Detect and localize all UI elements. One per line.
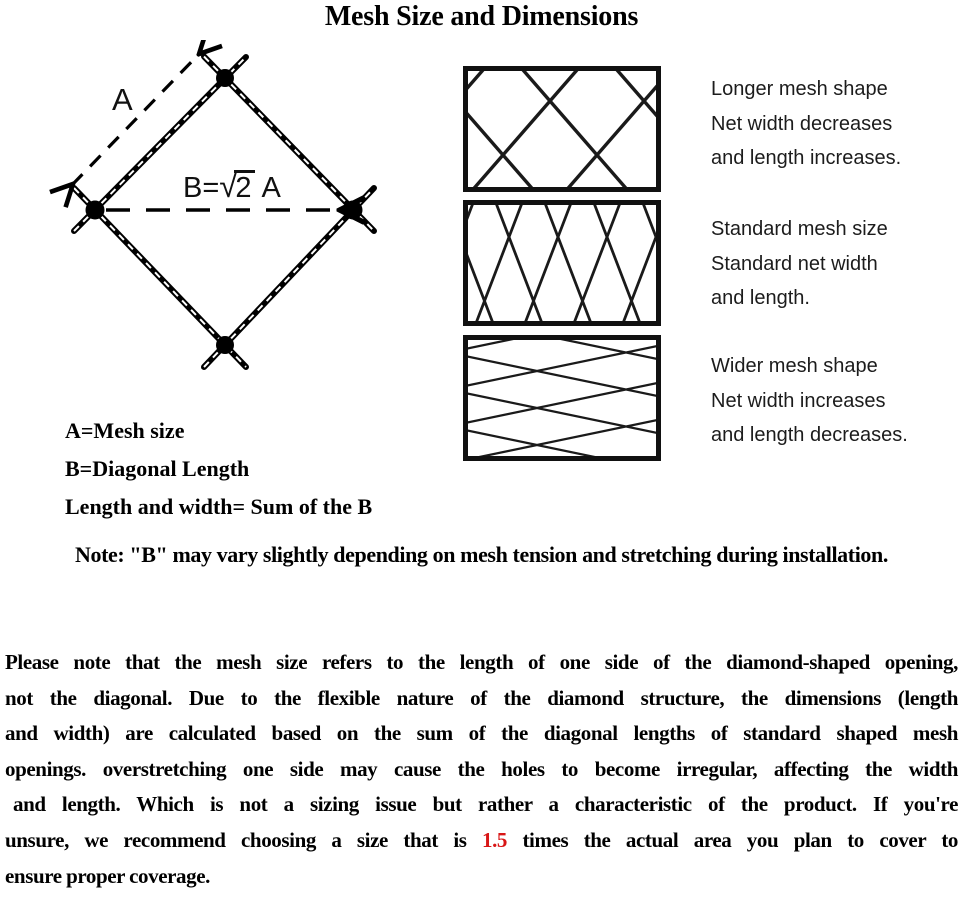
diagram-legend bbox=[65, 412, 372, 526]
longer-mesh-sample-image bbox=[463, 66, 661, 192]
page-title: Mesh Size and Dimensions bbox=[324, 1, 639, 32]
highlight-value: 1.5 bbox=[481, 827, 508, 852]
diamond-net-drawing bbox=[40, 40, 400, 390]
paragraph-line-5: and length. Which is not a sizing issue but rather a characteristic of the product. If you're bbox=[13, 792, 958, 817]
line6-before: unsure, we recommend choosing a size that is bbox=[5, 827, 482, 852]
paragraph-line-3: and width) are calculated based on the sum of the diagonal lengths of standard shaped mesh bbox=[5, 721, 958, 746]
legend-line-a: A=Mesh size bbox=[65, 418, 185, 443]
standard-mesh-pattern bbox=[468, 205, 656, 321]
formula-radicand: 2 bbox=[234, 170, 254, 203]
caption-line: Standard mesh size bbox=[711, 218, 888, 240]
longer-mesh-pattern bbox=[468, 71, 656, 187]
legend-line-b: B=Diagonal Length bbox=[65, 456, 250, 481]
wider-mesh-pattern bbox=[468, 340, 656, 456]
formula-prefix: B= bbox=[183, 172, 220, 204]
standard-mesh-sample-image bbox=[463, 200, 661, 326]
caption-line: Wider mesh shape bbox=[711, 355, 878, 377]
sqrt-radical-icon: √ bbox=[219, 167, 238, 204]
line6-after: times the actual area you plan to cover to bbox=[507, 827, 959, 852]
standard-mesh-caption bbox=[711, 212, 959, 316]
paragraph-line-1: Please note that the mesh size refers to the length of one side of the diamond-shaped opening, bbox=[5, 650, 958, 674]
note-text: Note: "B" may vary slightly depending on mesh tension and stretching during installation. bbox=[75, 542, 888, 567]
caption-line: Net width increases bbox=[711, 389, 886, 412]
caption-line: Longer mesh shape bbox=[711, 78, 888, 100]
mesh-size-label-a: A bbox=[112, 82, 133, 117]
paragraph-line-4: openings. overstretching one side may cause the holes to become irregular, affecting the width bbox=[5, 756, 958, 781]
description-paragraph bbox=[5, 645, 958, 894]
caption-line: and length. bbox=[711, 287, 810, 309]
caption-line: Net width decreases bbox=[711, 112, 893, 135]
longer-mesh-caption bbox=[711, 72, 959, 176]
legend-line-sum: Length and width= Sum of the B bbox=[65, 494, 373, 519]
wider-mesh-caption bbox=[711, 349, 959, 453]
paragraph-line-6 bbox=[5, 823, 958, 859]
paragraph-line-2: not the diagonal. Due to the flexible nature of the diamond structure, the dimensions (length bbox=[5, 685, 958, 710]
diagonal-length-formula bbox=[183, 167, 281, 205]
mesh-diamond-diagram bbox=[40, 40, 400, 390]
paragraph-line-7: ensure proper coverage. bbox=[5, 863, 211, 888]
caption-line: and length decreases. bbox=[711, 424, 908, 446]
formula-suffix: A bbox=[261, 172, 281, 204]
wider-mesh-sample-image bbox=[463, 335, 661, 461]
caption-line: Standard net width bbox=[711, 252, 878, 275]
caption-line: and length increases. bbox=[711, 147, 902, 169]
